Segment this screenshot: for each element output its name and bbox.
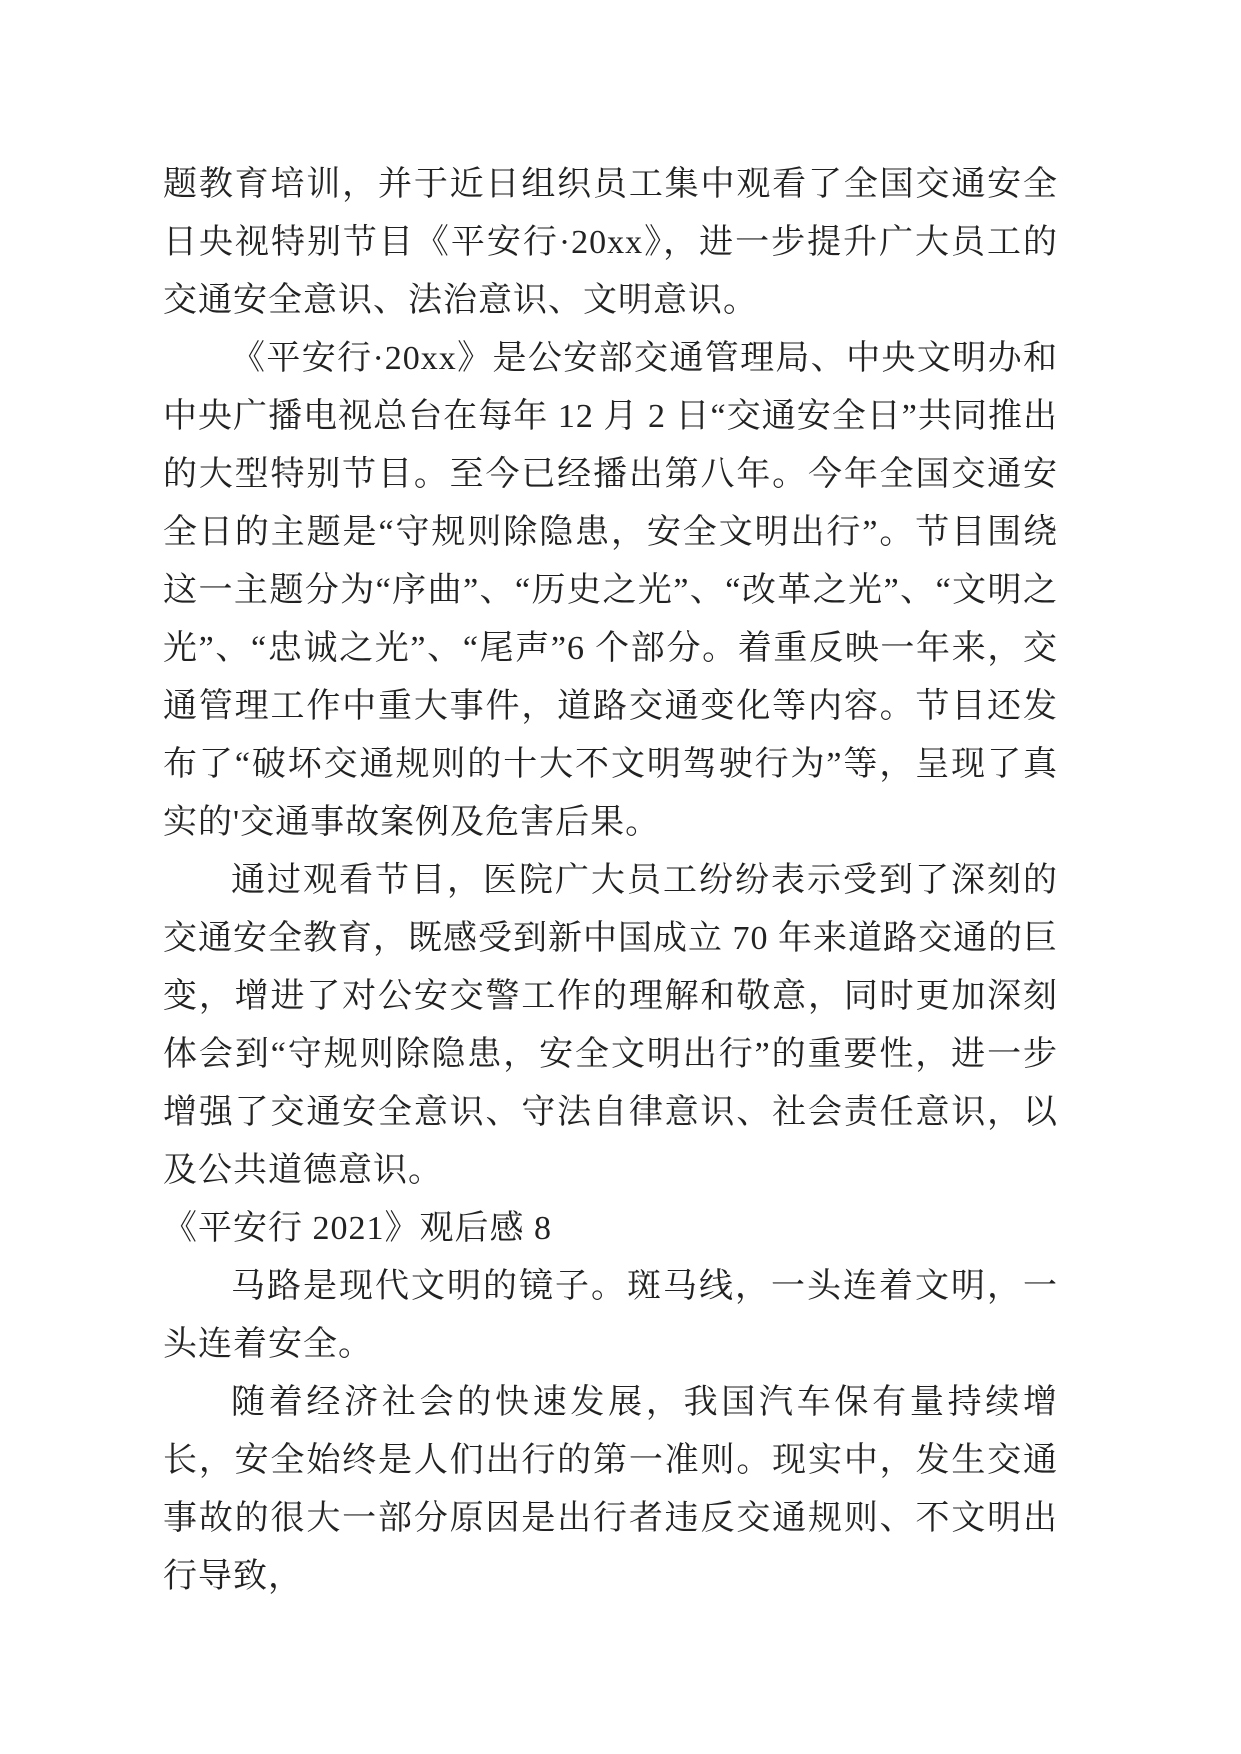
paragraph-zebra-crossing: 马路是现代文明的镜子。斑马线，一头连着文明，一头连着安全。: [163, 1268, 1058, 1363]
paragraph-economy-growth: 随着经济社会的快速发展，我国汽车保有量持续增长，安全始终是人们出行的第一准则。现实中，发生交通事故的很大一部分原因是出行者违反交通规则、不文明出行导致，: [163, 1384, 1058, 1595]
paragraph-staff-response: 通过观看节目，医院广大员工纷纷表示受到了深刻的交通安全教育，既感受到新中国成立 70 年来道路交通的巨变，增进了对公安交警工作的理解和敬意，同时更加深刻体会到“守规则除隐患，安全文明出行”的重要性，进一步增强了交通安全意识、守法自律意识、社会责任意识，以及公共道德意识。: [163, 862, 1058, 1189]
paragraph-continued: 题教育培训，并于近日组织员工集中观看了全国交通安全日央视特别节目《平安行·20xx》，进一步提升广大员工的交通安全意识、法治意识、文明意识。: [163, 166, 1058, 319]
section-heading: 《平安行 2021》观后感 8: [163, 1210, 552, 1247]
document-text-block: [163, 156, 1058, 1606]
paragraph-program-intro: 《平安行·20xx》是公安部交通管理局、中央文明办和中央广播电视总台在每年 12 月 2 日“交通安全日”共同推出的大型特别节目。至今已经播出第八年。今年全国交通安全日的主题是“守规则除隐患，安全文明出行”。节目围绕这一主题分为“序曲”、“历史之光”、“改革之光”、“文明之光”、“忠诚之光”、“尾声”6 个部分。着重反映一年来，交通管理工作中重大事件，道路交通变化等内容。节目还发布了“破坏交通规则的十大不文明驾驶行为”等，呈现了真实的'交通事故案例及危害后果。: [163, 340, 1058, 841]
